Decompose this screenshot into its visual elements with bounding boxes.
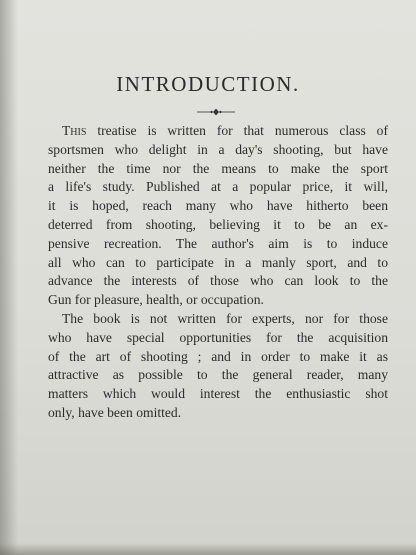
fleuron-rule-icon xyxy=(196,107,236,117)
text-line: only, have been omitted. xyxy=(48,404,182,420)
text-line: Gun for pleasure, health, or occupation. xyxy=(48,292,264,308)
text-line: sportsmen who delight in a day's shooting, but have xyxy=(48,141,388,157)
text-line: it is hoped, reach many who have hitherto been xyxy=(48,198,388,214)
text-line: The book is not written for experts, nor for those xyxy=(62,310,388,326)
text-line: who have special opportunities for the acquisition xyxy=(48,329,388,345)
page-edge-shadow xyxy=(0,543,416,555)
lead-word: This xyxy=(62,123,87,138)
chapter-title: INTRODUCTION. xyxy=(116,72,300,96)
text-line: neither the time nor the means to make the sport xyxy=(48,160,388,176)
paragraph-1 xyxy=(48,122,388,310)
text-line: deterred from shooting, believing it to be an ex- xyxy=(48,216,388,232)
text-line: a life's study. Published at a popular price, it will, xyxy=(48,179,388,195)
text-line: This treatise is written for that numerous class of xyxy=(62,123,389,138)
paragraph-2 xyxy=(48,310,388,423)
text-line: attractive as possible to the general reader, many xyxy=(48,367,388,383)
text-line: all who can to participate in a manly sport, and to xyxy=(48,254,388,270)
text-line: advance the interests of those who can look to the xyxy=(48,273,388,289)
introduction-body xyxy=(48,122,388,423)
text-line: of the art of shooting ; and in order to make it as xyxy=(48,348,388,364)
text-line: pensive recreation. The author's aim is to induce xyxy=(48,235,388,251)
text-line: matters which would interest the enthusiastic shot xyxy=(48,386,388,402)
